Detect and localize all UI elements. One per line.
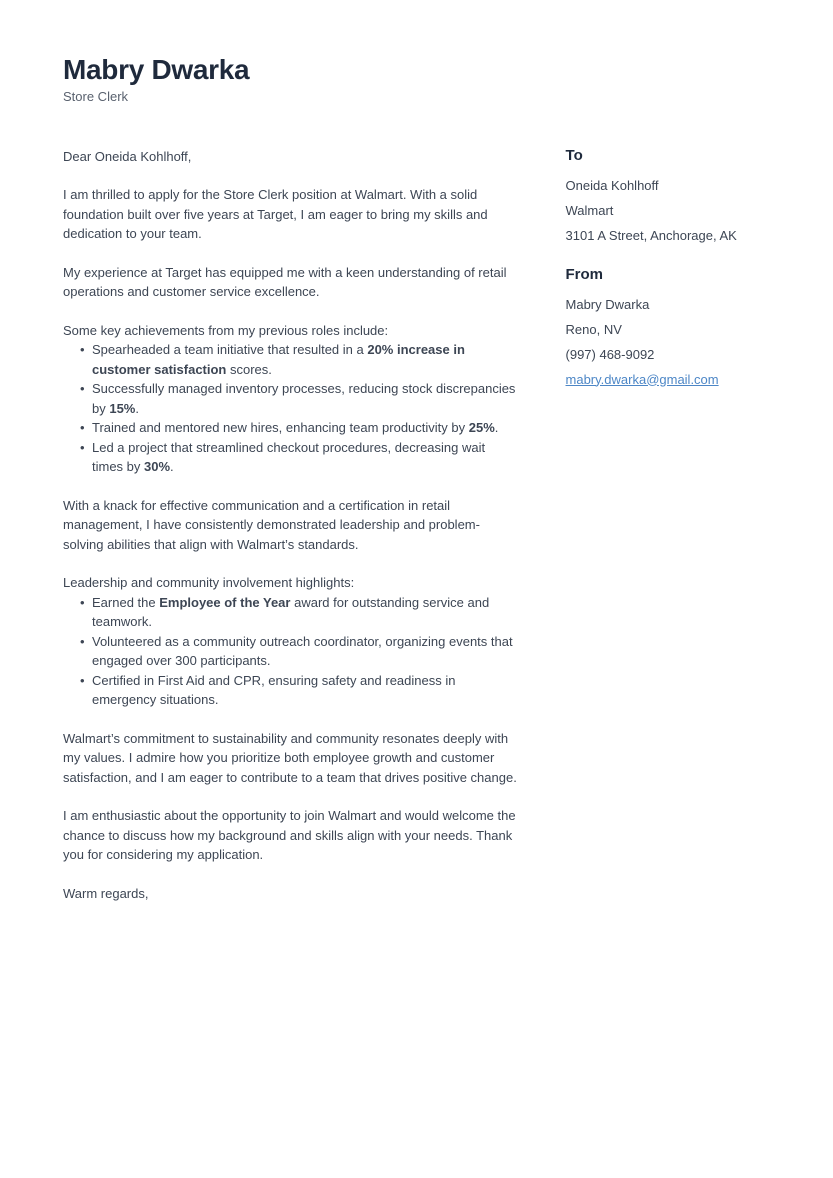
text-segment: Volunteered as a community outreach coordinator, organizing events that engaged over 300 participants.	[92, 633, 513, 669]
job-title: Store Clerk	[63, 88, 129, 104]
letter-paragraph	[63, 321, 520, 341]
text-segment: Trained and mentored new hires, enhancing team productivity by	[92, 420, 469, 436]
contact-sidebar	[566, 147, 775, 923]
text-segment: Warm regards,	[63, 885, 149, 901]
bullet-item	[80, 632, 520, 671]
sender-location: Reno, NV	[565, 321, 622, 337]
text-segment: Some key achievements from my previous roles include:	[63, 322, 389, 338]
achievement-list	[63, 340, 520, 477]
bullet-item	[80, 418, 520, 438]
text-segment: award for outstanding service and teamwork.	[92, 594, 490, 630]
letter-paragraph	[63, 496, 520, 555]
recipient-address: 3101 A Street, Anchorage, AK	[565, 227, 737, 243]
bold-text: 25%	[468, 420, 495, 436]
text-segment: I am enthusiastic about the opportunity to join Walmart and would welcome the chance to discuss how my background and skills align with your needs. Thank you for considering my application.	[63, 808, 516, 863]
sender-name: Mabry Dwarka	[565, 296, 650, 312]
text-segment: Walmart’s commitment to sustainability and community resonates deeply with my values. I admire how you prioritize both employee growth and customer satisfaction, and I am eager to contribute to a team that drives positive change.	[63, 730, 517, 785]
text-segment: Spearheaded a team initiative that resulted in a	[92, 342, 368, 358]
text-segment: scores.	[226, 361, 272, 377]
letter-paragraph	[63, 729, 520, 788]
sender-phone: (997) 468-9092	[565, 346, 655, 362]
recipient-section	[566, 147, 775, 248]
text-segment: I am thrilled to apply for the Store Clerk position at Walmart. With a solid foundation built over five years at Target, I am eager to bring my skills and dedication to your team.	[63, 187, 488, 242]
content-columns	[63, 147, 775, 923]
bold-text: 15%	[109, 400, 136, 416]
text-segment: Successfully managed inventory processes, reducing stock discrepancies by	[92, 381, 516, 416]
text-segment: Earned the	[92, 594, 160, 610]
sender-email-link[interactable]: mabry.dwarka@gmail.com	[565, 371, 719, 387]
bold-text: Employee of the Year	[159, 594, 291, 610]
letter-paragraph	[63, 263, 520, 302]
letter-paragraph	[63, 573, 520, 593]
text-segment: My experience at Target has equipped me with a keen understanding of retail operations and customer service excellence.	[63, 264, 507, 300]
text-segment: Dear Oneida Kohlhoff,	[63, 148, 192, 164]
letter-paragraph	[63, 806, 520, 865]
bold-text: 30%	[144, 459, 171, 475]
letter-paragraph	[63, 884, 520, 904]
sender-section	[566, 266, 775, 392]
text-segment: Led a project that streamlined checkout procedures, decreasing wait times by	[92, 439, 486, 475]
text-segment: With a knack for effective communication and a certification in retail management, I have consistently demonstrated leadership and problem-solving abilities that align with Walmart’s standards.	[63, 497, 480, 552]
bullet-item	[80, 438, 520, 477]
achievement-list	[63, 593, 520, 710]
bold-text: 20% increase in customer satisfaction	[92, 342, 465, 377]
text-segment: Certified in First Aid and CPR, ensuring safety and readiness in emergency situations.	[92, 672, 456, 708]
recipient-name: Oneida Kohlhoff	[565, 177, 659, 193]
letter-paragraph	[63, 147, 520, 167]
to-heading: To	[565, 146, 583, 164]
bullet-item	[80, 340, 520, 379]
letter-paragraph	[63, 185, 520, 244]
page-title: Mabry Dwarka	[63, 54, 250, 85]
text-segment: .	[170, 459, 174, 475]
bullet-item	[80, 671, 520, 710]
letter-body	[63, 147, 520, 923]
bullet-item	[80, 593, 520, 632]
text-segment: .	[135, 400, 139, 416]
bullet-item	[80, 379, 520, 418]
recipient-company: Walmart	[565, 202, 614, 218]
from-heading: From	[565, 265, 604, 283]
text-segment: .	[494, 420, 499, 436]
text-segment: Leadership and community involvement highlights:	[63, 575, 355, 591]
